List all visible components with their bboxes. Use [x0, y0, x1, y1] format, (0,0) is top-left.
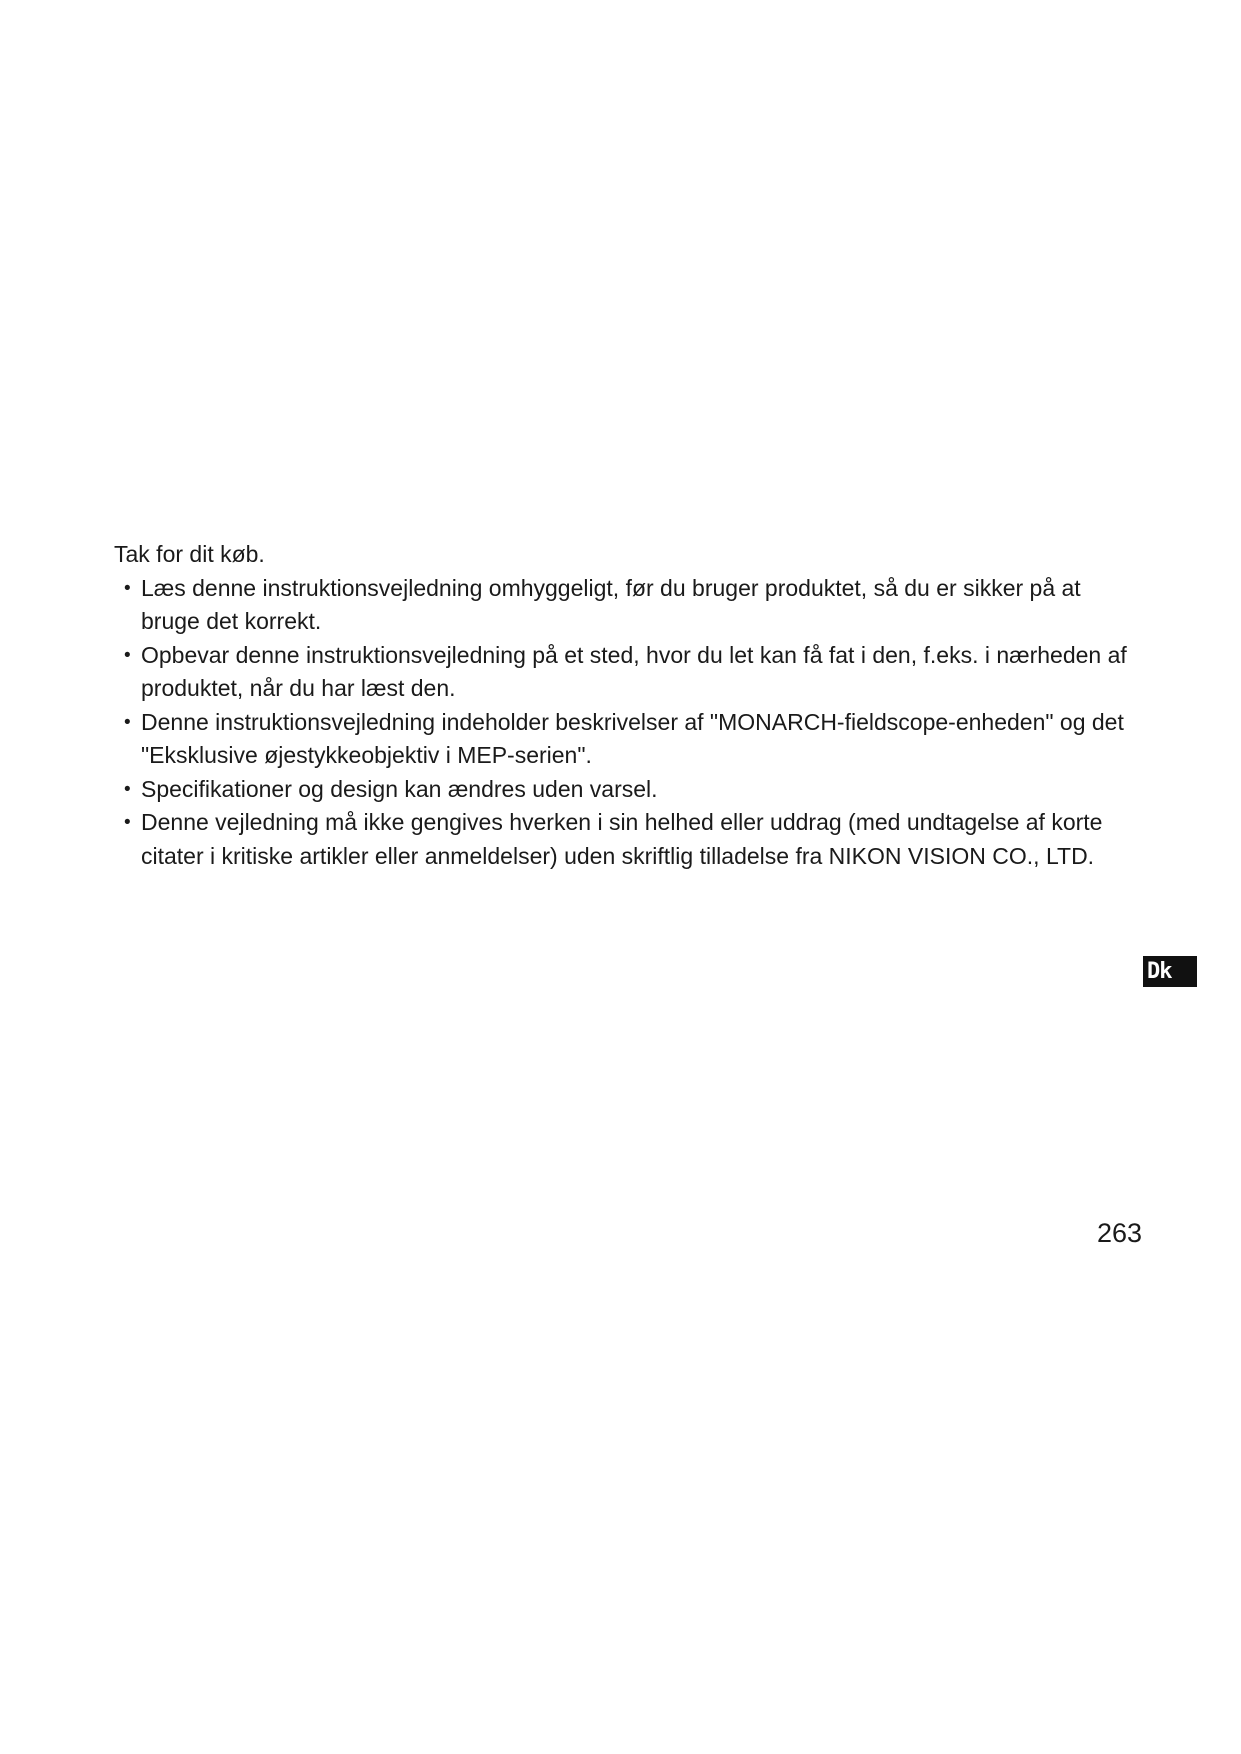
- document-body: [114, 538, 1134, 873]
- list-item-text: Opbevar denne instruktionsvejledning på et sted, hvor du let kan få fat i den, f.eks. i nærheden af produktet, når du har læst den.: [141, 641, 1127, 701]
- list-item: [114, 639, 1134, 706]
- intro-text: Tak for dit køb.: [114, 541, 265, 567]
- page-number: 263: [1096, 1218, 1142, 1248]
- list-item: [114, 806, 1134, 873]
- list-item: [114, 773, 1134, 807]
- list-item: [114, 706, 1134, 773]
- bullet-icon: •: [124, 812, 131, 833]
- notice-list: [114, 572, 1134, 874]
- bullet-icon: •: [124, 644, 131, 666]
- list-item-text: Læs denne instruktionsvejledning omhyggeligt, før du bruger produktet, så du er sikker på at bruge det korrekt.: [141, 574, 1081, 634]
- bullet-icon: •: [124, 778, 131, 800]
- list-item-text: Specifikationer og design kan ændres uden varsel.: [141, 775, 658, 802]
- language-tab: Dk: [1143, 956, 1197, 987]
- bullet-icon: •: [124, 711, 131, 733]
- list-item-text: Denne vejledning må ikke gengives hverken i sin helhed eller uddrag (med undtagelse af korte citater i kritiske artikler eller anmeldelser) uden skriftlig tilladelse fra NIKON VISION CO., LTD.: [141, 809, 1103, 869]
- bullet-icon: •: [124, 577, 131, 599]
- list-item-text: Denne instruktionsvejledning indeholder beskrivelser af "MONARCH-fieldscope-enheden" og det "Eksklusive øjestykkeobjektiv i MEP-serien".: [141, 708, 1124, 768]
- list-item: [114, 572, 1134, 639]
